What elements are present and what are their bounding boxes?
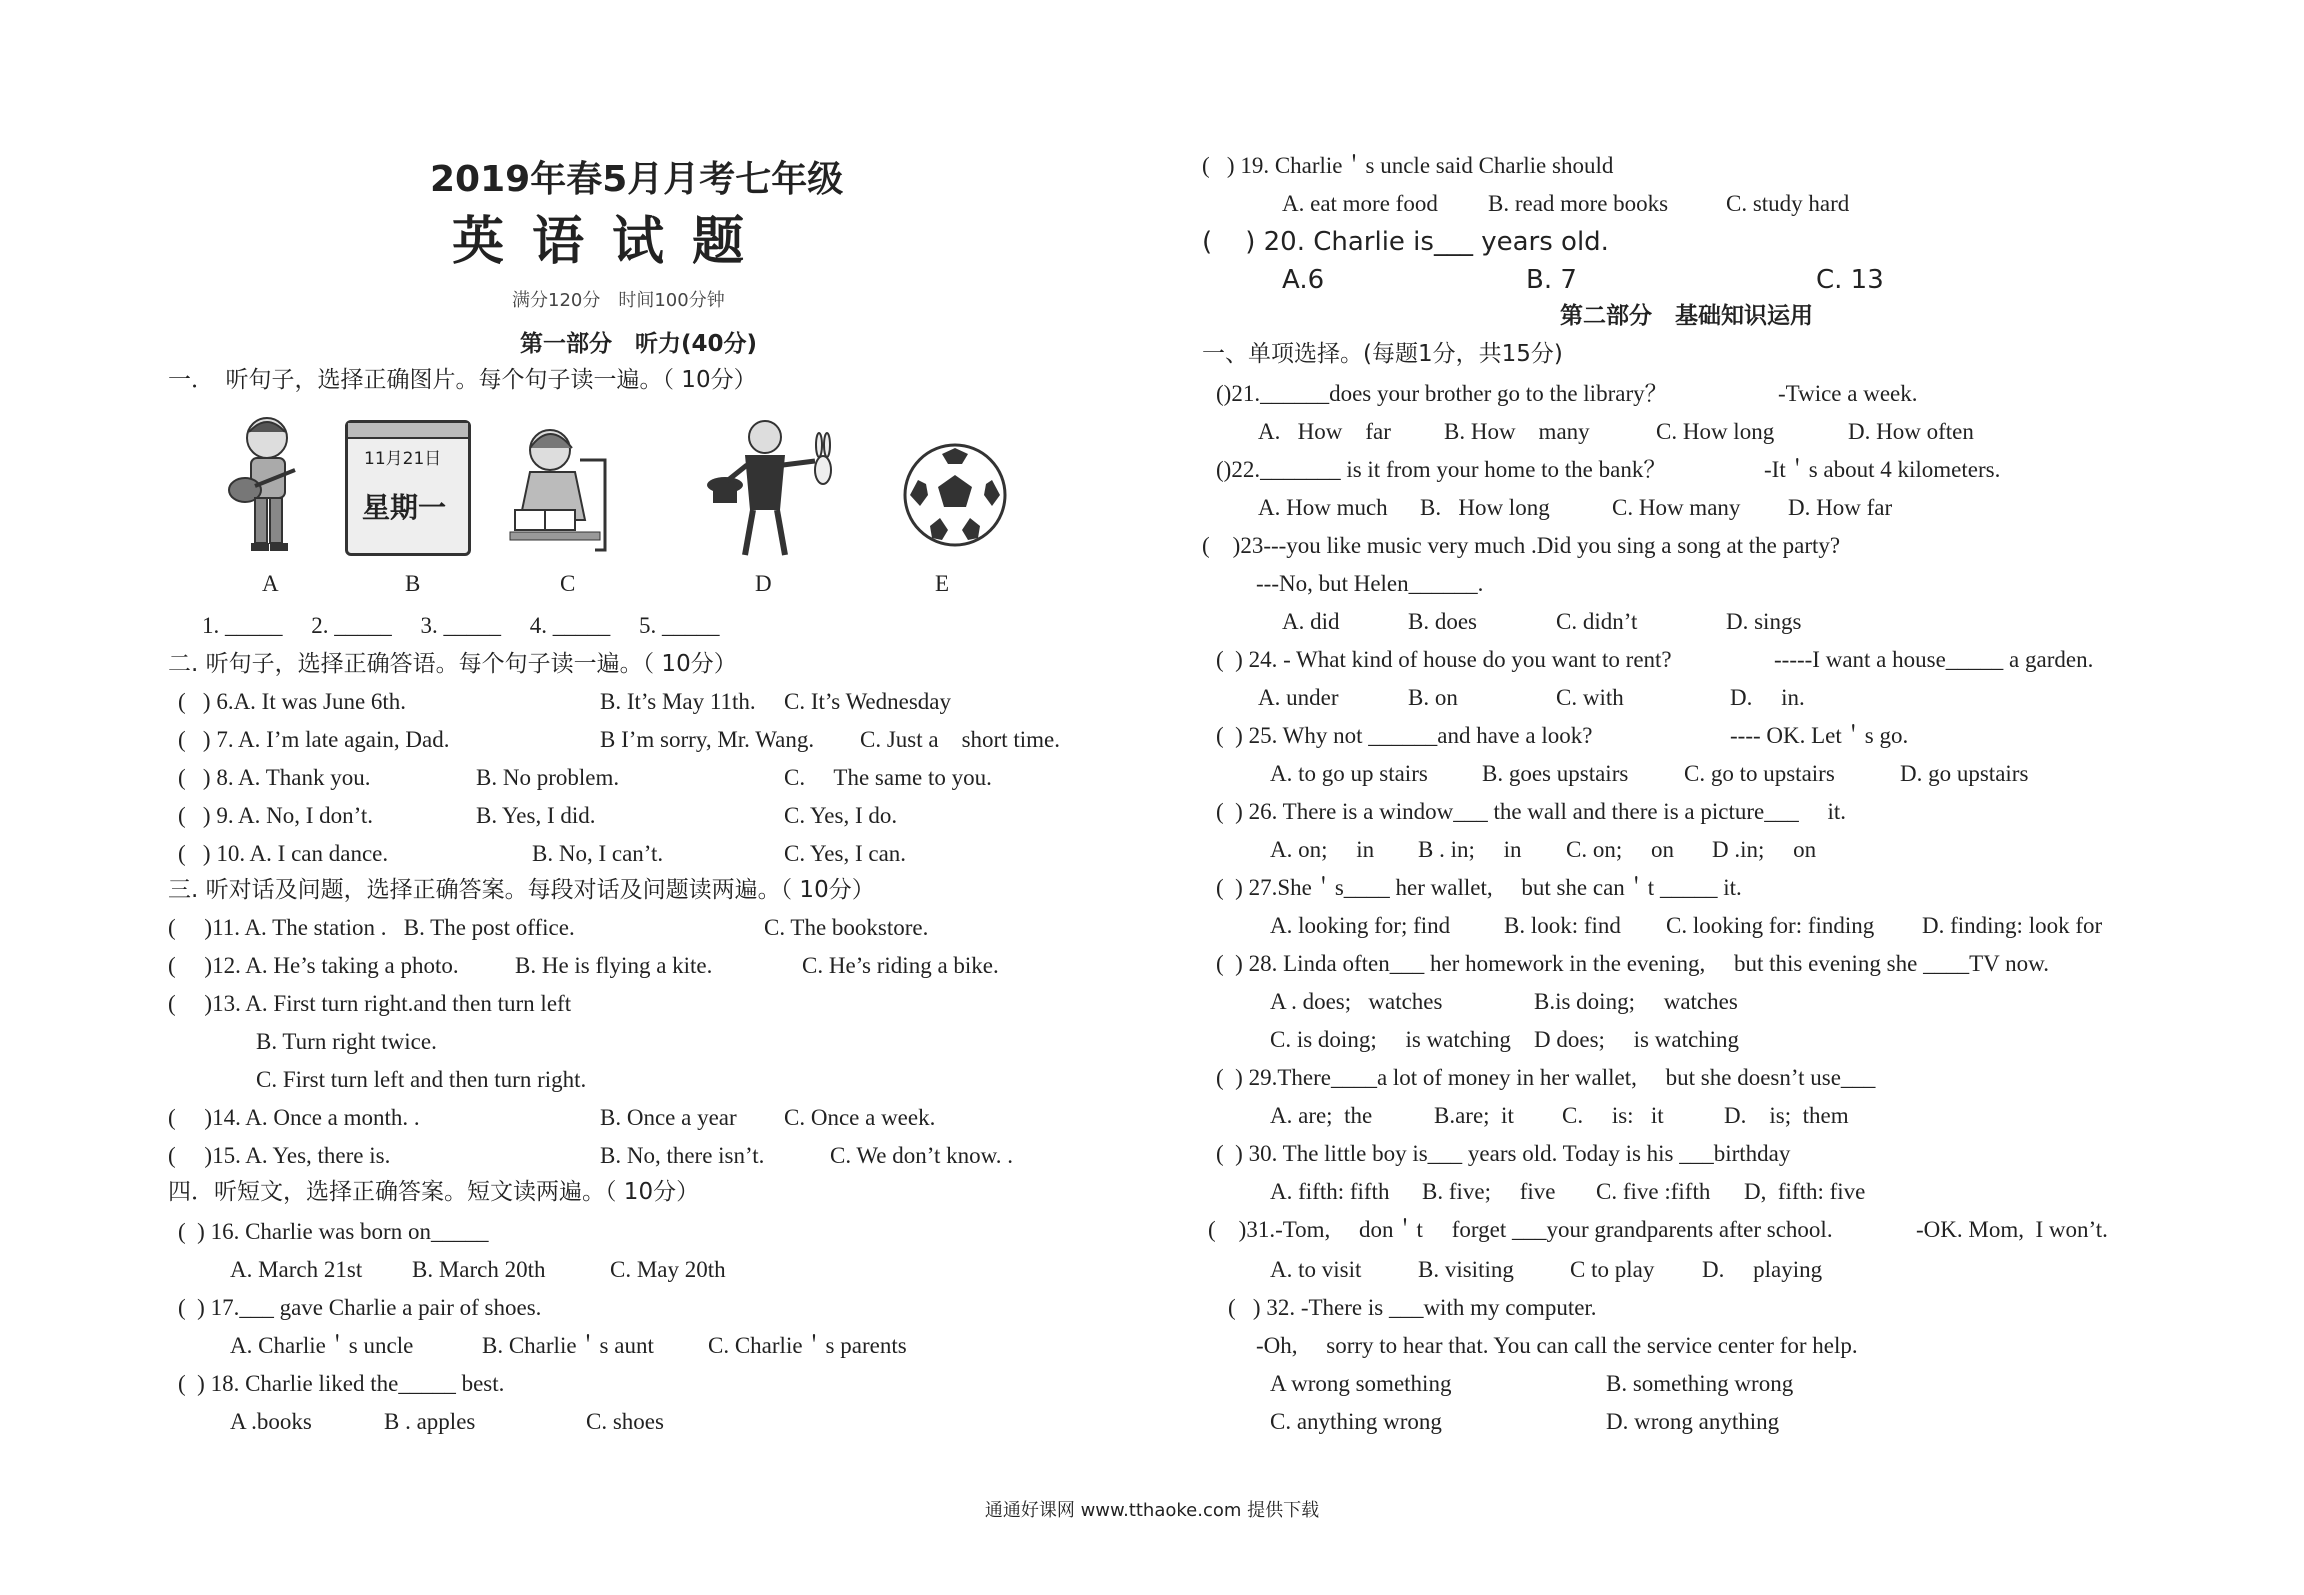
q31-d: D. playing <box>1702 1257 1823 1282</box>
q22-b: B. How long <box>1420 495 1550 520</box>
q24-b: B. on <box>1408 685 1458 710</box>
exam-subtitle: 满分120分 时间100分钟 <box>512 290 725 311</box>
sec2-heading: 二. 听句子，选择正确答语。每个句子读一遍。（ 10分） <box>168 651 737 677</box>
q21-d: D. How often <box>1848 419 1974 444</box>
q25-a: A. to go up stairs <box>1270 761 1428 786</box>
sec1-heading: 一． 听句子，选择正确图片。每个句子读一遍。（ 10分） <box>168 367 757 393</box>
q6-c: C. It’s Wednesday <box>784 689 952 714</box>
q9-a: ( ) 9. A. No, I don’t. <box>178 803 374 828</box>
sec3-heading: 三. 听对话及问题，选择正确答案。每段对话及问题读两遍。（ 10分） <box>168 877 875 903</box>
q24-d: D. in. <box>1730 685 1805 710</box>
q13-b: B. Turn right twice. <box>256 1029 437 1054</box>
q23-d: D. sings <box>1726 609 1802 634</box>
q31-c: C to play <box>1570 1257 1655 1282</box>
q25-answer: ---- OK. Let＇s go. <box>1730 723 1909 748</box>
q22-d: D. How far <box>1788 495 1893 520</box>
magician-image <box>705 415 845 560</box>
calendar-rings <box>348 423 468 439</box>
q18-c: C. shoes <box>586 1409 664 1434</box>
q16: ( ) 16. Charlie was born on_____ <box>178 1219 489 1244</box>
q17: ( ) 17.___ gave Charlie a pair of shoes. <box>178 1295 542 1320</box>
q24-a: A. under <box>1258 685 1339 710</box>
q22: ()22._______ is it from your home to the bank？ <box>1216 457 1667 482</box>
q21-answer: -Twice a week. <box>1778 381 1918 406</box>
q15-a: ( )15. A. Yes, there is. <box>168 1143 391 1168</box>
q18-a: A .books <box>230 1409 312 1434</box>
q28-b: B.is doing; watches <box>1534 989 1738 1014</box>
sec4-heading: 四．听短文，选择正确答案。短文读两遍。（ 10分） <box>168 1179 700 1205</box>
q27-b: B. look: find <box>1504 913 1621 938</box>
q15-b: B. No, there isn’t. <box>600 1143 765 1168</box>
q30-b: B. five; five <box>1422 1179 1556 1204</box>
q10-c: C. Yes, I can. <box>784 841 907 866</box>
q25: ( ) 25. Why not ______and have a look? <box>1216 723 1593 748</box>
q19-a: A. eat more food <box>1282 191 1438 216</box>
q21-b: B. How many <box>1444 419 1590 444</box>
q24-answer: -----I want a house_____ a garden. <box>1774 647 2094 672</box>
q12-b: B. He is flying a kite. <box>515 953 713 978</box>
q26-b: B . in; in <box>1418 837 1522 862</box>
q10-a: ( ) 10. A. I can dance. <box>178 841 389 866</box>
exam-title-line2: 英语试题 <box>452 211 773 272</box>
q6-a: ( ) 6.A. It was June 6th. <box>178 689 407 714</box>
q24: ( ) 24. - What kind of house do you want to rent? <box>1216 647 1672 672</box>
part1-heading: 第一部分 听力(40分) <box>520 331 758 357</box>
q13-c: C. First turn left and then turn right. <box>256 1067 587 1092</box>
q26: ( ) 26. There is a window___ the wall and there is a picture___ it. <box>1216 799 1846 824</box>
q7-b: B I’m sorry, Mr. Wang. <box>600 727 815 752</box>
q27-d: D. finding: look for <box>1922 913 2103 938</box>
q10-b: B. No, I can’t. <box>532 841 664 866</box>
q14-b: B. Once a year <box>600 1105 737 1130</box>
q22-a: A. How much <box>1258 495 1388 520</box>
calendar-image <box>345 420 471 556</box>
q9-b: B. Yes, I did. <box>476 803 596 828</box>
q19-c: C. study hard <box>1726 191 1850 216</box>
q18-b: B . apples <box>384 1409 476 1434</box>
q29-b: B.are; it <box>1434 1103 1514 1128</box>
q21-c: C. How long <box>1656 419 1775 444</box>
q21-a: A. How far <box>1258 419 1391 444</box>
q7-c: C. Just a short time. <box>860 727 1060 752</box>
q12-a: ( )12. A. He’s taking a photo. <box>168 953 459 978</box>
q31: ( )31.-Tom, don＇t forget ___your grandparents after school. <box>1208 1217 1833 1242</box>
q19-b: B. read more books <box>1488 191 1669 216</box>
q29-d: D. is; them <box>1724 1103 1849 1128</box>
part2-sec1-heading: 一、单项选择。(每题1分，共15分) <box>1202 341 1563 367</box>
q32-a: A wrong something <box>1270 1371 1452 1396</box>
q25-c: C. go to upstairs <box>1684 761 1835 786</box>
q17-b: B. Charlie＇s aunt <box>482 1333 654 1358</box>
q23-b: B. does <box>1408 609 1477 634</box>
q27-a: A. looking for; find <box>1270 913 1451 938</box>
footer-source: 通通好课网 www.tthaoke.com 提供下载 <box>984 1500 1320 1521</box>
q29-c: C. is: it <box>1562 1103 1664 1128</box>
picture-label-e: E <box>935 571 950 596</box>
q31-answer: -OK. Mom, I won’t. <box>1916 1217 2108 1242</box>
q16-a: A. March 21st <box>230 1257 363 1282</box>
q32: ( ) 32. -There is ___with my computer. <box>1228 1295 1597 1320</box>
q28-a: A . does; watches <box>1270 989 1443 1014</box>
q30-d: D, fifth: five <box>1744 1179 1866 1204</box>
q12-c: C. He’s riding a bike. <box>802 953 999 978</box>
girl-reading-image <box>490 420 620 560</box>
q20-b: B. 7 <box>1526 265 1577 295</box>
q28-d: D does; is watching <box>1534 1027 1740 1052</box>
picture-label-d: D <box>755 571 772 596</box>
picture-label-c: C <box>560 571 576 596</box>
q29: ( ) 29.There____a lot of money in her wallet, but she doesn’t use___ <box>1216 1065 1876 1090</box>
q7-a: ( ) 7. A. I’m late again, Dad. <box>178 727 450 752</box>
q31-a: A. to visit <box>1270 1257 1362 1282</box>
q13-a: ( )13. A. First turn right.and then turn left <box>168 991 572 1016</box>
q17-a: A. Charlie＇s uncle <box>230 1333 414 1358</box>
q26-c: C. on; on <box>1566 837 1674 862</box>
q23-answer: ---No, but Helen______. <box>1256 571 1484 596</box>
q18: ( ) 18. Charlie liked the_____ best. <box>178 1371 505 1396</box>
q8-b: B. No problem. <box>476 765 620 790</box>
q30: ( ) 30. The little boy is___ years old. Today is his ___birthday <box>1216 1141 1791 1166</box>
q22-c: C. How many <box>1612 495 1741 520</box>
q11-c: C. The bookstore. <box>764 915 929 940</box>
q27: ( ) 27.She＇s____ her wallet, but she can＇t _____ it. <box>1216 875 1742 900</box>
q25-b: B. goes upstairs <box>1482 761 1629 786</box>
q16-b: B. March 20th <box>412 1257 546 1282</box>
exam-title-line1: 2019年春5月月考七年级 <box>430 159 844 200</box>
boy-with-guitar-image <box>215 410 315 560</box>
q29-a: A. are; the <box>1270 1103 1373 1128</box>
picture-label-b: B <box>405 571 421 596</box>
q8-a: ( ) 8. A. Thank you. <box>178 765 371 790</box>
q20-c: C. 13 <box>1816 265 1884 295</box>
part2-heading: 第二部分 基础知识运用 <box>1560 303 1813 329</box>
q8-c: C. The same to you. <box>784 765 992 790</box>
picture-label-a: A <box>262 571 279 596</box>
q23-c: C. didn’t <box>1556 609 1638 634</box>
q32-answer: -Oh, sorry to hear that. You can call the service center for help. <box>1256 1333 1858 1358</box>
q32-c: C. anything wrong <box>1270 1409 1442 1434</box>
q20-a: A.6 <box>1282 265 1325 295</box>
q30-c: C. five :fifth <box>1596 1179 1711 1204</box>
q14-a: ( )14. A. Once a month. . <box>168 1105 420 1130</box>
q21: ()21.______does your brother go to the library？ <box>1216 381 1668 406</box>
q27-c: C. looking for: finding <box>1666 913 1875 938</box>
football-image <box>900 440 1010 550</box>
q26-a: A. on; in <box>1270 837 1375 862</box>
q30-a: A. fifth: fifth <box>1270 1179 1390 1204</box>
q9-c: C. Yes, I do. <box>784 803 898 828</box>
q19: ( ) 19. Charlie＇s uncle said Charlie should <box>1202 153 1614 178</box>
q22-answer: -It＇s about 4 kilometers. <box>1764 457 2001 482</box>
q24-c: C. with <box>1556 685 1624 710</box>
q17-c: C. Charlie＇s parents <box>708 1333 907 1358</box>
calendar-weekday: 星期一 <box>362 491 447 524</box>
q32-d: D. wrong anything <box>1606 1409 1780 1434</box>
q14-c: C. Once a week. <box>784 1105 936 1130</box>
answer-blanks: 1. _____ 2. _____ 3. _____ 4. _____ 5. _____ <box>202 613 720 638</box>
q20: ( ) 20. Charlie is___ years old. <box>1202 227 1609 257</box>
q28-c: C. is doing; is watching <box>1270 1027 1511 1052</box>
q26-d: D .in; on <box>1712 837 1817 862</box>
q25-d: D. go upstairs <box>1900 761 2029 786</box>
q15-c: C. We don’t know. . <box>830 1143 1014 1168</box>
q11-a: ( )11. A. The station . B. The post office. <box>168 915 575 940</box>
q16-c: C. May 20th <box>610 1257 726 1282</box>
q31-b: B. visiting <box>1418 1257 1514 1282</box>
q23-a: A. did <box>1282 609 1340 634</box>
q6-b: B. It’s May 11th. <box>600 689 756 714</box>
q23: ( )23---you like music very much .Did you sing a song at the party? <box>1202 533 1841 558</box>
q32-b: B. something wrong <box>1606 1371 1794 1396</box>
q28: ( ) 28. Linda often___ her homework in the evening, but this evening she ____TV now. <box>1216 951 2049 976</box>
calendar-date: 11月21日 <box>364 449 442 469</box>
